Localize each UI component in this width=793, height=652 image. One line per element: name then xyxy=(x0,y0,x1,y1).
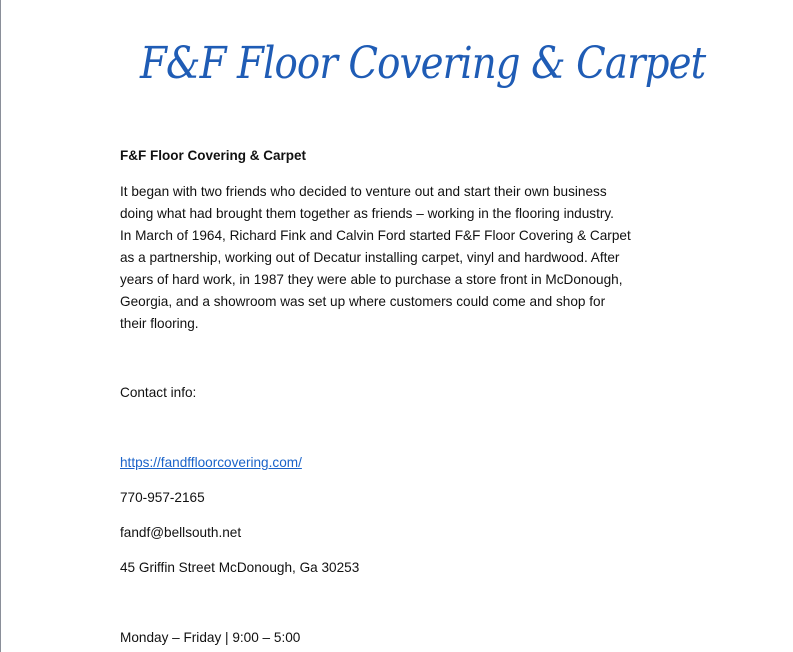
document-heading: F&F Floor Covering & Carpet xyxy=(120,148,307,163)
history-paragraph xyxy=(120,181,631,335)
company-logo: F&F Floor Covering & Carpet xyxy=(140,38,706,89)
page-edge xyxy=(0,0,1,652)
paragraph-line: as a partnership, working out of Decatur installing carpet, vinyl and hardwood. After xyxy=(120,250,620,265)
paragraph-line: In March of 1964, Richard Fink and Calvin Ford started F&F Floor Covering & Carpet xyxy=(120,228,631,243)
paragraph-line: It began with two friends who decided to venture out and start their own business xyxy=(120,184,607,199)
street-address: 45 Griffin Street McDonough, Ga 30253 xyxy=(120,560,360,575)
phone-number: 770-957-2165 xyxy=(120,490,205,505)
business-hours: Monday – Friday | 9:00 – 5:00 xyxy=(120,630,301,645)
paragraph-line: Georgia, and a showroom was set up where customers could come and shop for xyxy=(120,294,606,309)
website-link[interactable]: https://fandffloorcovering.com/ xyxy=(120,455,302,470)
contact-label: Contact info: xyxy=(120,385,197,400)
paragraph-line: their flooring. xyxy=(120,316,199,331)
email-address: fandf@bellsouth.net xyxy=(120,525,242,540)
paragraph-line: years of hard work, in 1987 they were able to purchase a store front in McDonough, xyxy=(120,272,623,287)
paragraph-line: doing what had brought them together as friends – working in the flooring industry. xyxy=(120,206,614,221)
